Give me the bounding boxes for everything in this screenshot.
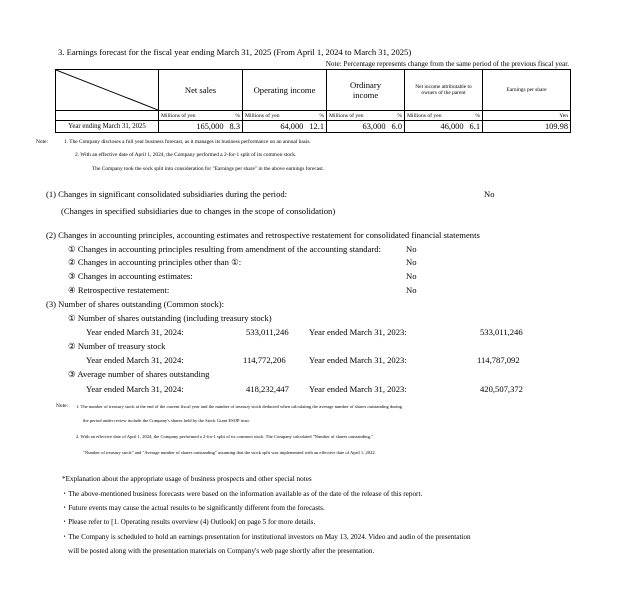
shares-group-1-prev-label: Year ended March 31, 2023: [309, 327, 407, 337]
forecast-table [55, 69, 571, 133]
explanation-bullet-2: ・Future events may cause the actual results to be significantly different from the forecasts. [61, 504, 325, 512]
unit-ord-income [327, 111, 405, 121]
accounting-item-2: ② Changes in accounting principles other than ①: [68, 257, 242, 267]
accounting-item-2-value: No [406, 257, 417, 267]
forecast-note-2b: The Company took the sock split into consideration for "Earnings per share" in the above earnings forecast. [92, 166, 325, 172]
shares-group-1-label: ① Number of shares outstanding (including treasury stock) [68, 313, 272, 323]
accounting-item-3-value: No [406, 271, 417, 281]
header-net-income: Net income attributable to owners of the parent [405, 70, 483, 111]
header-ordinary-income: Ordinary income [327, 70, 405, 111]
explanation-bullet-3: ・Please refer to [1. Operating results overview (4) Outlook] on page 5 for more details. [61, 518, 316, 526]
explanation-bullet-4: ・The Company is scheduled to hold an earnings presentation for institutional investors on May 13, 2024. Video and audio of the presentation [61, 533, 471, 541]
unit-net-income [405, 111, 483, 121]
op-income-pct: 12.1 [309, 122, 324, 131]
accounting-title: (2) Changes in accounting principles, accounting estimates and retrospective restatement for consolidated financial statements [46, 230, 480, 240]
header-net-sales: Net sales [159, 70, 243, 111]
forecast-note-2: 2. With an effective date of April 1, 2024, the Company performed a 2-for-1 split of its common stock. [75, 152, 297, 158]
accounting-item-1: ① Changes in accounting principles resulting from amendment of the accounting standard: [68, 244, 381, 254]
eps-cell: 109.98 [483, 121, 571, 133]
unit-label: Millions of yen [329, 112, 364, 119]
pct-label: % [319, 112, 324, 119]
shares-title: (3) Number of shares outstanding (Common stock): [46, 299, 225, 309]
explanation-bullet-4b: will be posted along with the presentation materials on Company's web page shortly after the presentation. [68, 547, 375, 555]
unit-op-income [243, 111, 327, 121]
net-income-cell [405, 121, 483, 133]
share-note-1: 1. The number of treasury stock at the end of the current fiscal year and the number of treasury stock deducted when calculating the average number of shares outstanding during [76, 404, 402, 409]
shares-group-1-cur-value: 533,011,246 [246, 327, 289, 337]
shares-group-2-prev-label: Year ended March 31, 2023: [309, 355, 407, 365]
subsidiaries-line: (1) Changes in significant consolidated subsidiaries during the period: [46, 189, 288, 199]
op-income-value: 64,000 [280, 122, 304, 131]
unit-net-sales [159, 111, 243, 121]
row-label: Year ending March 31, 2025 [56, 121, 159, 133]
shares-group-1-prev-value: 533,011,246 [480, 327, 523, 337]
unit-label: Yen [559, 112, 568, 119]
forecast-note-1: 1. The Company discloses a full year business forecast, as it manages its business performance on an annual basis. [64, 139, 311, 145]
pct-label: % [235, 112, 240, 119]
accounting-item-4-value: No [406, 285, 417, 295]
header-eps: Earnings per share [483, 70, 571, 111]
accounting-item-1-value: No [406, 244, 417, 254]
shares-group-3-cur-label: Year ended March 31, 2024: [86, 384, 184, 394]
op-income-cell [243, 121, 327, 133]
corner-cell [56, 70, 159, 111]
unit-blank [56, 111, 159, 121]
value-row [56, 121, 571, 133]
subsidiaries-value: No [484, 189, 495, 199]
accounting-item-3: ③ Changes in accounting estimates: [68, 271, 193, 281]
net-income-pct: 6.1 [469, 122, 480, 131]
unit-eps [483, 111, 571, 121]
ord-income-cell [327, 121, 405, 133]
shares-group-3-cur-value: 418,232,447 [246, 384, 289, 394]
explanation-bullet-1: ・The above-mentioned business forecasts were based on the information available as of the date of the release of this report. [61, 490, 423, 498]
share-note-1b: the period under review include the Company's shares held by the Stock Grant ESOP trust. [83, 418, 250, 423]
shares-group-1-cur-label: Year ended March 31, 2024: [86, 327, 184, 337]
net-sales-value: 165,000 [196, 122, 224, 131]
shares-group-3-prev-value: 420,507,372 [480, 384, 523, 394]
subsidiaries-subline: (Changes in specified subsidiaries due to changes in the scope of consolidation) [61, 206, 336, 216]
ord-income-pct: 6.0 [391, 122, 402, 131]
shares-group-2-prev-value: 114,787,092 [477, 355, 520, 365]
header-row [56, 70, 571, 111]
share-note-label: Note: [56, 403, 68, 409]
shares-group-2-cur-label: Year ended March 31, 2024: [86, 355, 184, 365]
forecast-note-label: Note: [36, 139, 48, 145]
shares-group-3-label: ③ Average number of shares outstanding [68, 369, 210, 379]
explanation-title: *Explanation about the appropriate usage of business prospects and other special notes [62, 475, 312, 483]
unit-row [56, 111, 571, 121]
share-note-2: 2. With an effective date of April 1, 2024, the Company performed a 2-for-1 split of its common stock. The Company calculated "Number of shares outstanding," [76, 434, 373, 439]
section-title: 3. Earnings forecast for the fiscal year ending March 31, 2025 (From April 1, 2024 to March 31, 2025) [58, 47, 412, 57]
pct-label: % [397, 112, 402, 119]
accounting-item-4: ④ Retrospective restatement: [68, 285, 170, 295]
shares-group-2-cur-value: 114,772,206 [243, 355, 286, 365]
table-note: Note: Percentage represents change from the same period of the previous fiscal year. [325, 60, 569, 68]
pct-label: % [475, 112, 480, 119]
unit-label: Millions of yen [407, 112, 442, 119]
net-sales-pct: 8.3 [229, 122, 240, 131]
shares-group-2-label: ② Number of treasury stock [68, 341, 166, 351]
share-note-2b: "Number of treasury stock" and "Average number of shares outstanding" assuming that the stock split was implemented with an effective date of April 1, 2022. [83, 450, 376, 455]
unit-label: Millions of yen [245, 112, 280, 119]
net-sales-cell [159, 121, 243, 133]
header-operating-income: Operating income [243, 70, 327, 111]
shares-group-3-prev-label: Year ended March 31, 2023: [309, 384, 407, 394]
unit-label: Millions of yen [161, 112, 196, 119]
ord-income-value: 63,000 [362, 122, 386, 131]
net-income-value: 46,000 [440, 122, 464, 131]
